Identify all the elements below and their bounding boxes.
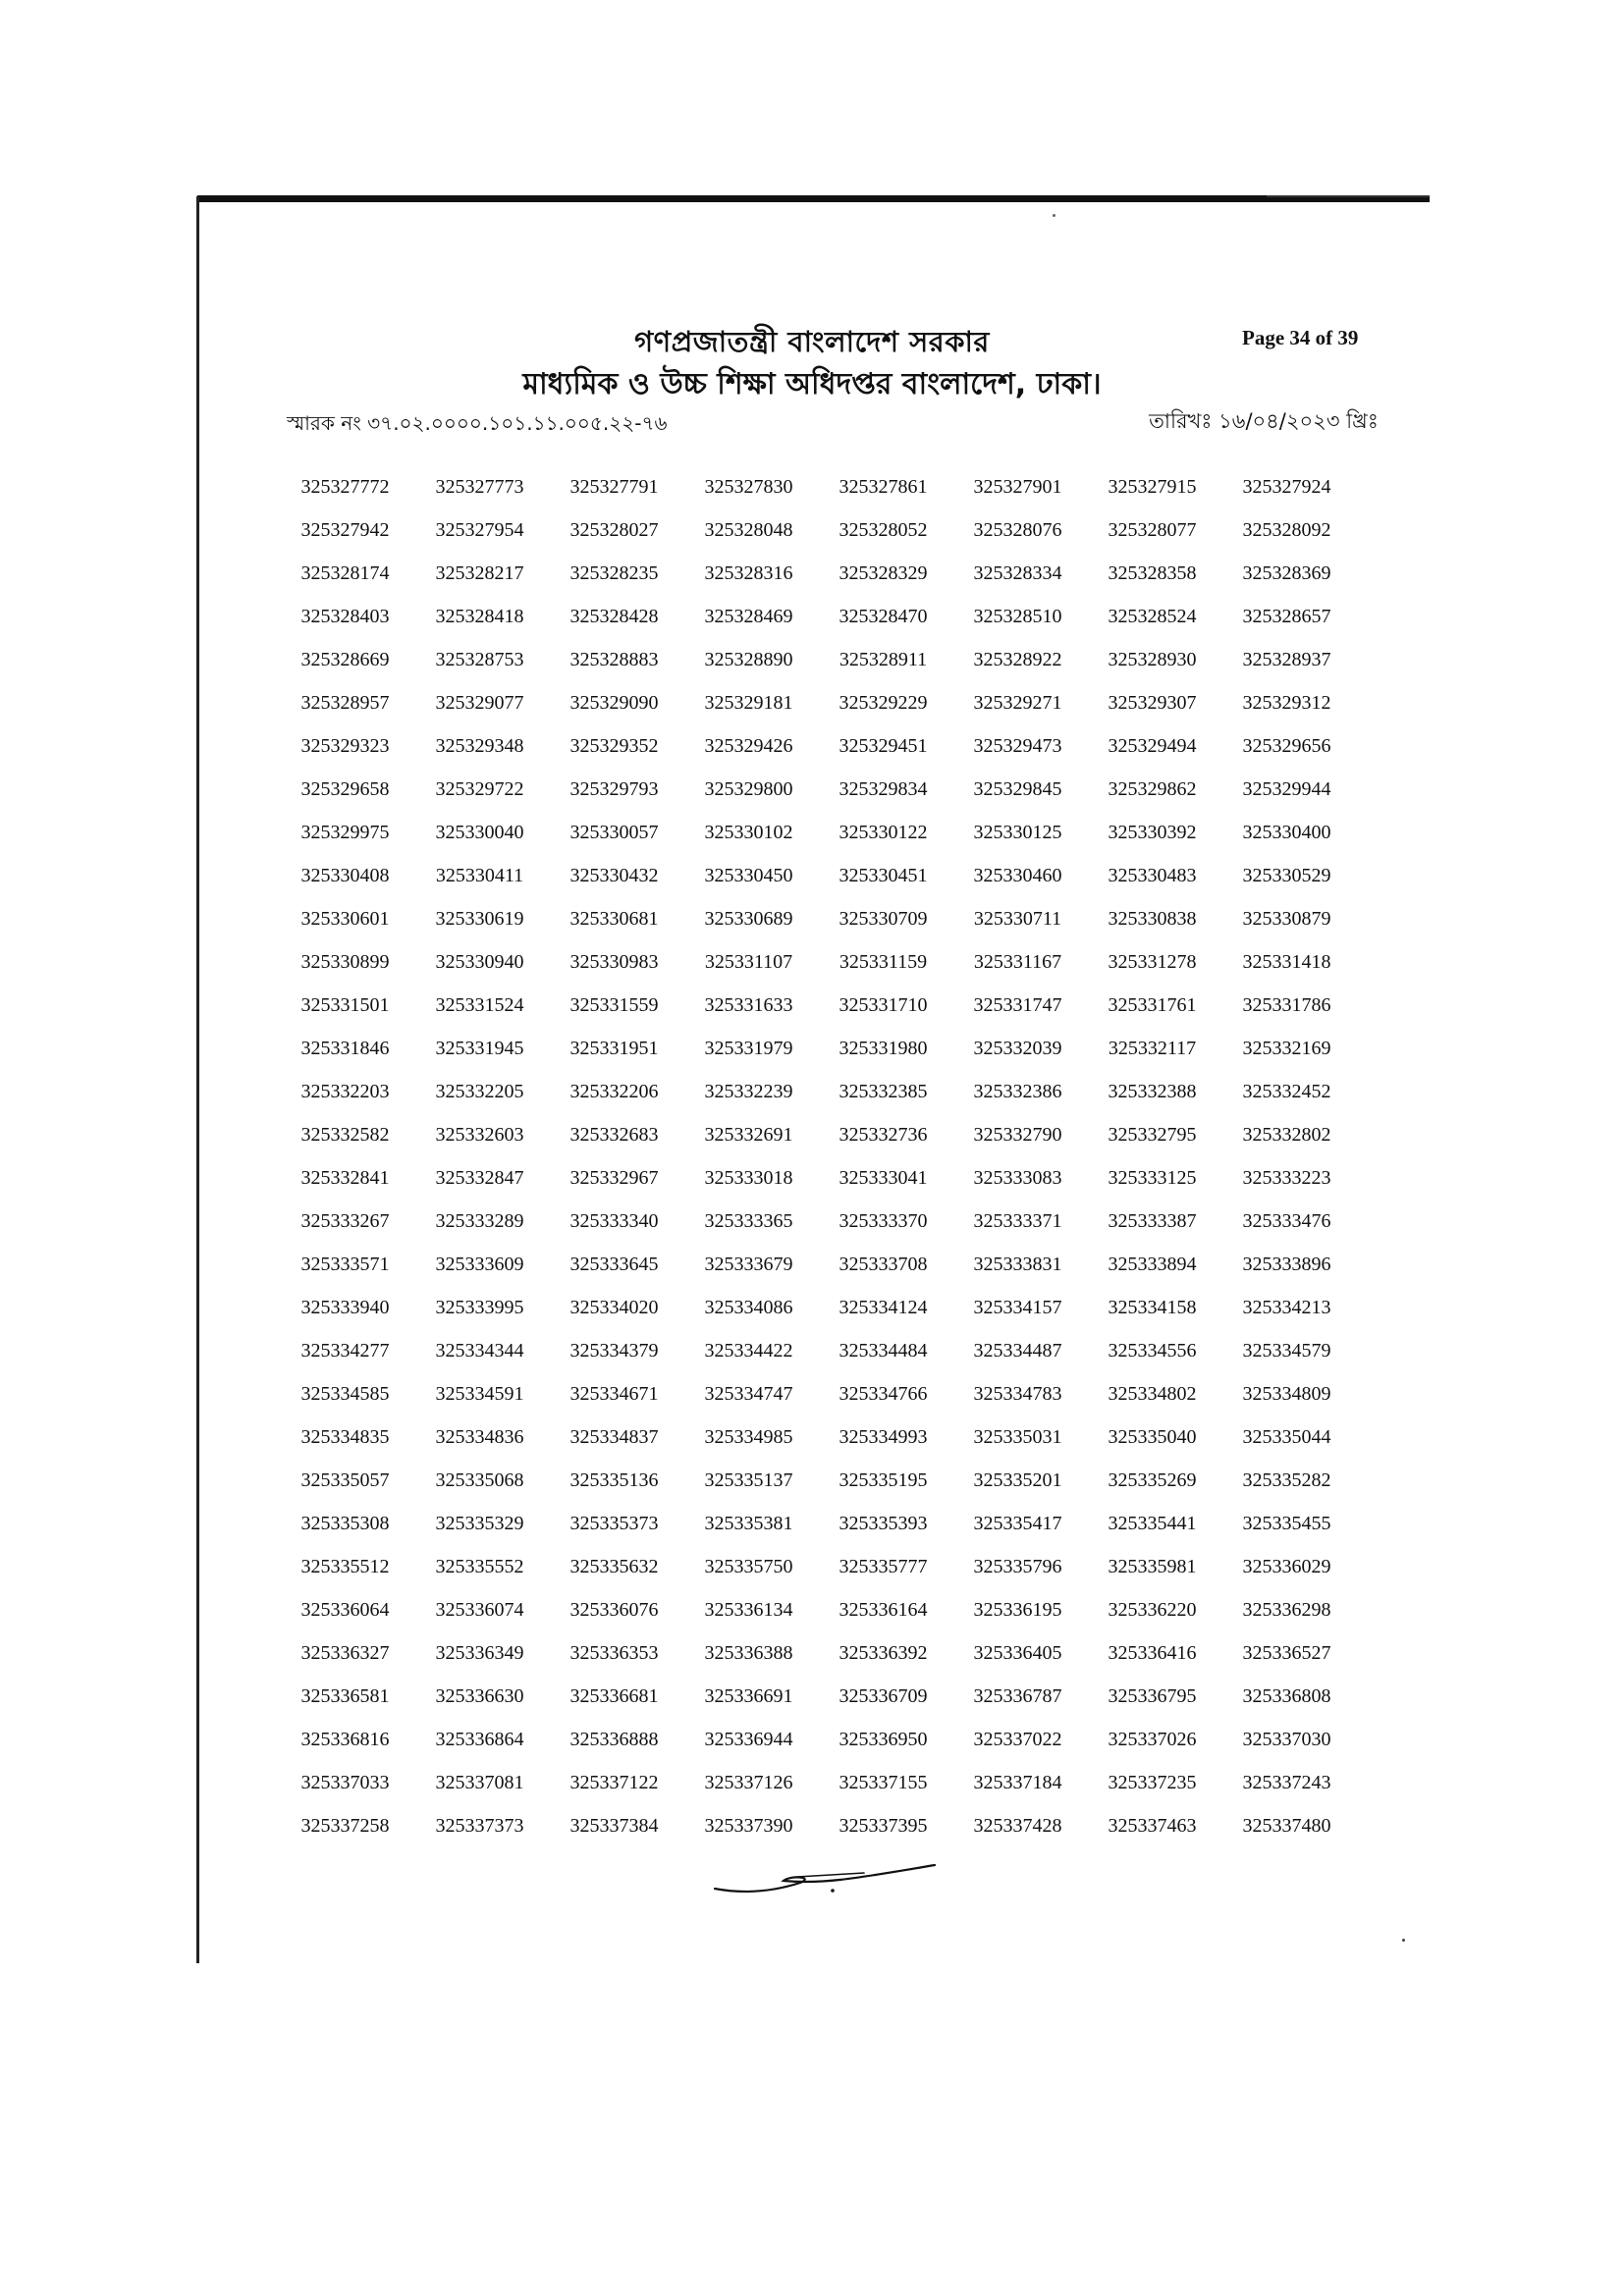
roll-number-cell: 325335201 bbox=[973, 1469, 1062, 1491]
roll-number-cell: 325329181 bbox=[704, 692, 793, 714]
roll-number-cell: 325334837 bbox=[569, 1426, 659, 1448]
roll-number-cell: 325334993 bbox=[839, 1426, 928, 1448]
roll-number-cell: 325334747 bbox=[704, 1383, 793, 1405]
roll-number-cell: 325336691 bbox=[704, 1685, 793, 1707]
roll-number-cell: 325334783 bbox=[973, 1383, 1062, 1405]
roll-number-cell: 325336195 bbox=[973, 1599, 1062, 1621]
roll-number-cell: 325329451 bbox=[839, 735, 928, 757]
roll-number-cell: 325332039 bbox=[973, 1038, 1062, 1059]
roll-number-cell: 325334379 bbox=[569, 1340, 659, 1362]
roll-number-cell: 325334277 bbox=[300, 1340, 390, 1362]
roll-number-cell: 325328027 bbox=[569, 519, 659, 541]
roll-number-cell: 325334158 bbox=[1108, 1297, 1197, 1318]
roll-number-cell: 325333387 bbox=[1108, 1210, 1197, 1232]
roll-number-cell: 325333708 bbox=[839, 1254, 928, 1275]
roll-number-cell: 325335040 bbox=[1108, 1426, 1197, 1448]
roll-number-cell: 325328669 bbox=[300, 649, 390, 670]
roll-number-cell: 325329426 bbox=[704, 735, 793, 757]
roll-number-cell: 325330619 bbox=[435, 908, 524, 930]
roll-number-cell: 325333831 bbox=[973, 1254, 1062, 1275]
roll-number-cell: 325332847 bbox=[435, 1167, 524, 1189]
scan-speck bbox=[1053, 214, 1056, 217]
roll-number-cell: 325337384 bbox=[569, 1815, 659, 1837]
roll-number-cell: 325335068 bbox=[435, 1469, 524, 1491]
roll-number-cell: 325334484 bbox=[839, 1340, 928, 1362]
roll-number-cell: 325331951 bbox=[569, 1038, 659, 1059]
roll-number-cell: 325331945 bbox=[435, 1038, 524, 1059]
roll-number-cell: 325328957 bbox=[300, 692, 390, 714]
roll-number-cell: 325333609 bbox=[435, 1254, 524, 1275]
roll-number-cell: 325328418 bbox=[435, 606, 524, 627]
roll-number-cell: 325336630 bbox=[435, 1685, 524, 1707]
roll-number-cell: 325333289 bbox=[435, 1210, 524, 1232]
roll-number-cell: 325328077 bbox=[1108, 519, 1197, 541]
roll-number-cell: 325332206 bbox=[569, 1081, 659, 1102]
roll-number-cell: 325336864 bbox=[435, 1729, 524, 1750]
roll-number-cell: 325328428 bbox=[569, 606, 659, 627]
roll-number-cell: 325334802 bbox=[1108, 1383, 1197, 1405]
roll-number-cell: 325329271 bbox=[973, 692, 1062, 714]
roll-number-cell: 325329975 bbox=[300, 822, 390, 843]
roll-number-cell: 325332691 bbox=[704, 1124, 793, 1146]
roll-number-cell: 325334020 bbox=[569, 1297, 659, 1318]
roll-number-cell: 325331278 bbox=[1108, 951, 1197, 973]
roll-number-cell: 325333645 bbox=[569, 1254, 659, 1275]
roll-number-cell: 325337026 bbox=[1108, 1729, 1197, 1750]
roll-number-cell: 325333894 bbox=[1108, 1254, 1197, 1275]
roll-number-cell: 325330450 bbox=[704, 865, 793, 886]
roll-number-cell: 325333370 bbox=[839, 1210, 928, 1232]
roll-number-cell: 325333940 bbox=[300, 1297, 390, 1318]
roll-number-cell: 325332169 bbox=[1242, 1038, 1331, 1059]
roll-number-cell: 325332385 bbox=[839, 1081, 928, 1102]
roll-number-cell: 325329312 bbox=[1242, 692, 1331, 714]
roll-number-cell: 325328329 bbox=[839, 562, 928, 584]
roll-number-cell: 325327830 bbox=[704, 476, 793, 498]
roll-number-cell: 325333371 bbox=[973, 1210, 1062, 1232]
roll-number-cell: 325331107 bbox=[704, 951, 793, 973]
roll-number-cell: 325337390 bbox=[704, 1815, 793, 1837]
roll-number-cell: 325332205 bbox=[435, 1081, 524, 1102]
roll-number-cell: 325335552 bbox=[435, 1556, 524, 1577]
roll-number-cell: 325333571 bbox=[300, 1254, 390, 1275]
roll-number-cell: 325328403 bbox=[300, 606, 390, 627]
roll-number-cell: 325333896 bbox=[1242, 1254, 1331, 1275]
roll-number-cell: 325328510 bbox=[973, 606, 1062, 627]
roll-number-cell: 325335777 bbox=[839, 1556, 928, 1577]
top-border-rule bbox=[197, 195, 1430, 202]
roll-number-cell: 325336816 bbox=[300, 1729, 390, 1750]
roll-number-cell: 325330711 bbox=[973, 908, 1062, 930]
roll-number-cell: 325335057 bbox=[300, 1469, 390, 1491]
roll-number-cell: 325329494 bbox=[1108, 735, 1197, 757]
roll-number-cell: 325329352 bbox=[569, 735, 659, 757]
roll-number-cell: 325330451 bbox=[839, 865, 928, 886]
roll-number-cell: 325336353 bbox=[569, 1642, 659, 1664]
roll-number-cell: 325328092 bbox=[1242, 519, 1331, 541]
roll-number-cell: 325334344 bbox=[435, 1340, 524, 1362]
roll-number-cell: 325332841 bbox=[300, 1167, 390, 1189]
roll-number-cell: 325334836 bbox=[435, 1426, 524, 1448]
roll-number-cell: 325328930 bbox=[1108, 649, 1197, 670]
roll-number-cell: 325336787 bbox=[973, 1685, 1062, 1707]
roll-number-cell: 325331501 bbox=[300, 994, 390, 1016]
roll-number-cell: 325330460 bbox=[973, 865, 1062, 886]
roll-number-cell: 325327861 bbox=[839, 476, 928, 498]
roll-number-cell: 325333476 bbox=[1242, 1210, 1331, 1232]
roll-number-cell: 325327915 bbox=[1108, 476, 1197, 498]
roll-number-cell: 325329834 bbox=[839, 778, 928, 800]
roll-number-cell: 325336134 bbox=[704, 1599, 793, 1621]
roll-number-cell: 325329307 bbox=[1108, 692, 1197, 714]
roll-number-cell: 325335417 bbox=[973, 1513, 1062, 1534]
roll-number-cell: 325333995 bbox=[435, 1297, 524, 1318]
roll-number-cell: 325332736 bbox=[839, 1124, 928, 1146]
roll-number-cell: 325334985 bbox=[704, 1426, 793, 1448]
roll-number-cell: 325332603 bbox=[435, 1124, 524, 1146]
roll-number-cell: 325331559 bbox=[569, 994, 659, 1016]
roll-number-cell: 325335441 bbox=[1108, 1513, 1197, 1534]
roll-number-cell: 325332388 bbox=[1108, 1081, 1197, 1102]
roll-number-cell: 325334556 bbox=[1108, 1340, 1197, 1362]
roll-number-cell: 325329229 bbox=[839, 692, 928, 714]
roll-number-cell: 325336327 bbox=[300, 1642, 390, 1664]
roll-number-cell: 325330709 bbox=[839, 908, 928, 930]
roll-number-cell: 325331159 bbox=[839, 951, 928, 973]
roll-number-cell: 325331710 bbox=[839, 994, 928, 1016]
roll-number-cell: 325330983 bbox=[569, 951, 659, 973]
roll-number-cell: 325332802 bbox=[1242, 1124, 1331, 1146]
roll-number-cell: 325328316 bbox=[704, 562, 793, 584]
roll-number-cell: 325333679 bbox=[704, 1254, 793, 1275]
roll-number-cell: 325334213 bbox=[1242, 1297, 1331, 1318]
roll-number-cell: 325335282 bbox=[1242, 1469, 1331, 1491]
roll-number-cell: 325330432 bbox=[569, 865, 659, 886]
roll-number-cell: 325333018 bbox=[704, 1167, 793, 1189]
memo-number: স্মারক নং ৩৭.০২.০০০০.১০১.১১.০০৫.২২-৭৬ bbox=[287, 411, 668, 435]
roll-number-cell: 325330879 bbox=[1242, 908, 1331, 930]
roll-number-cell: 325337480 bbox=[1242, 1815, 1331, 1837]
roll-number-cell: 325336808 bbox=[1242, 1685, 1331, 1707]
roll-number-cell: 325334124 bbox=[839, 1297, 928, 1318]
left-border-rule bbox=[196, 196, 199, 1963]
roll-number-cell: 325334766 bbox=[839, 1383, 928, 1405]
roll-number-cell: 325337463 bbox=[1108, 1815, 1197, 1837]
roll-number-cell: 325330411 bbox=[435, 865, 524, 886]
roll-number-cell: 325333340 bbox=[569, 1210, 659, 1232]
roll-number-cell: 325327924 bbox=[1242, 476, 1331, 498]
roll-number-cell: 325334671 bbox=[569, 1383, 659, 1405]
roll-number-cell: 325335455 bbox=[1242, 1513, 1331, 1534]
roll-number-cell: 325336029 bbox=[1242, 1556, 1331, 1577]
roll-number-cell: 325336388 bbox=[704, 1642, 793, 1664]
roll-number-cell: 325330122 bbox=[839, 822, 928, 843]
roll-number-cell: 325329473 bbox=[973, 735, 1062, 757]
roll-number-cell: 325330392 bbox=[1108, 822, 1197, 843]
roll-number-cell: 325337428 bbox=[973, 1815, 1062, 1837]
roll-number-cell: 325335137 bbox=[704, 1469, 793, 1491]
roll-number-cell: 325329658 bbox=[300, 778, 390, 800]
directorate-title: মাধ্যমিক ও উচ্চ শিক্ষা অধিদপ্তর বাংলাদেশ, ঢাকা। bbox=[522, 367, 1102, 401]
roll-number-cell: 325335031 bbox=[973, 1426, 1062, 1448]
roll-number-cell: 325336888 bbox=[569, 1729, 659, 1750]
roll-number-cell: 325327791 bbox=[569, 476, 659, 498]
roll-number-cell: 325333365 bbox=[704, 1210, 793, 1232]
roll-number-cell: 325331980 bbox=[839, 1038, 928, 1059]
roll-number-cell: 325334809 bbox=[1242, 1383, 1331, 1405]
roll-number-cell: 325335393 bbox=[839, 1513, 928, 1534]
roll-number-cell: 325331167 bbox=[973, 951, 1062, 973]
roll-number-cell: 325330040 bbox=[435, 822, 524, 843]
roll-number-cell: 325335195 bbox=[839, 1469, 928, 1491]
roll-number-cell: 325329944 bbox=[1242, 778, 1331, 800]
roll-number-cell: 325334835 bbox=[300, 1426, 390, 1448]
roll-number-cell: 325328369 bbox=[1242, 562, 1331, 584]
roll-number-cell: 325328174 bbox=[300, 562, 390, 584]
roll-number-cell: 325329090 bbox=[569, 692, 659, 714]
roll-number-cell: 325329077 bbox=[435, 692, 524, 714]
roll-number-cell: 325334591 bbox=[435, 1383, 524, 1405]
roll-number-cell: 325329656 bbox=[1242, 735, 1331, 757]
roll-number-cell: 325328048 bbox=[704, 519, 793, 541]
roll-number-cell: 325337033 bbox=[300, 1772, 390, 1793]
roll-number-cell: 325329800 bbox=[704, 778, 793, 800]
roll-number-cell: 325330102 bbox=[704, 822, 793, 843]
roll-number-cell: 325333041 bbox=[839, 1167, 928, 1189]
roll-number-cell: 325331786 bbox=[1242, 994, 1331, 1016]
roll-number-cell: 325337030 bbox=[1242, 1729, 1331, 1750]
roll-number-cell: 325329845 bbox=[973, 778, 1062, 800]
roll-number-cell: 325336405 bbox=[973, 1642, 1062, 1664]
roll-number-cell: 325329323 bbox=[300, 735, 390, 757]
roll-number-cell: 325332452 bbox=[1242, 1081, 1331, 1102]
roll-number-cell: 325330529 bbox=[1242, 865, 1331, 886]
page-number: Page 34 of 39 bbox=[1242, 326, 1359, 349]
roll-number-cell: 325330125 bbox=[973, 822, 1062, 843]
roll-number-cell: 325331418 bbox=[1242, 951, 1331, 973]
roll-number-cell: 325336076 bbox=[569, 1599, 659, 1621]
roll-number-cell: 325330057 bbox=[569, 822, 659, 843]
roll-number-cell: 325337395 bbox=[839, 1815, 928, 1837]
roll-number-cell: 325328937 bbox=[1242, 649, 1331, 670]
roll-number-cell: 325335512 bbox=[300, 1556, 390, 1577]
roll-number-cell: 325327954 bbox=[435, 519, 524, 541]
roll-number-cell: 325328470 bbox=[839, 606, 928, 627]
roll-number-cell: 325335373 bbox=[569, 1513, 659, 1534]
roll-number-cell: 325328883 bbox=[569, 649, 659, 670]
roll-number-cell: 325333125 bbox=[1108, 1167, 1197, 1189]
roll-number-cell: 325337122 bbox=[569, 1772, 659, 1793]
roll-number-cell: 325329722 bbox=[435, 778, 524, 800]
government-title: গণপ্রজাতন্ত্রী বাংলাদেশ সরকার bbox=[634, 325, 990, 358]
roll-number-cell: 325331747 bbox=[973, 994, 1062, 1016]
roll-number-cell: 325332239 bbox=[704, 1081, 793, 1102]
roll-number-cell: 325329793 bbox=[569, 778, 659, 800]
roll-number-cell: 325335381 bbox=[704, 1513, 793, 1534]
roll-number-cell: 325332967 bbox=[569, 1167, 659, 1189]
roll-number-cell: 325333083 bbox=[973, 1167, 1062, 1189]
signature bbox=[707, 1855, 943, 1904]
roll-number-cell: 325328334 bbox=[973, 562, 1062, 584]
roll-number-cell: 325336681 bbox=[569, 1685, 659, 1707]
roll-number-cell: 325331761 bbox=[1108, 994, 1197, 1016]
roll-number-cell: 325336392 bbox=[839, 1642, 928, 1664]
roll-number-cell: 325335750 bbox=[704, 1556, 793, 1577]
roll-number-cell: 325332203 bbox=[300, 1081, 390, 1102]
roll-number-cell: 325335308 bbox=[300, 1513, 390, 1534]
roll-number-cell: 325331524 bbox=[435, 994, 524, 1016]
roll-number-cell: 325327942 bbox=[300, 519, 390, 541]
top-border-rule-thin bbox=[1267, 195, 1430, 197]
roll-number-cell: 325336944 bbox=[704, 1729, 793, 1750]
roll-number-cell: 325335269 bbox=[1108, 1469, 1197, 1491]
roll-number-cell: 325330483 bbox=[1108, 865, 1197, 886]
roll-number-cell: 325333223 bbox=[1242, 1167, 1331, 1189]
roll-number-cell: 325329348 bbox=[435, 735, 524, 757]
roll-number-cell: 325335981 bbox=[1108, 1556, 1197, 1577]
roll-number-cell: 325337373 bbox=[435, 1815, 524, 1837]
roll-number-cell: 325334579 bbox=[1242, 1340, 1331, 1362]
roll-number-cell: 325328217 bbox=[435, 562, 524, 584]
roll-number-cell: 325328657 bbox=[1242, 606, 1331, 627]
roll-number-cell: 325332790 bbox=[973, 1124, 1062, 1146]
roll-number-cell: 325337235 bbox=[1108, 1772, 1197, 1793]
roll-number-cell: 325337258 bbox=[300, 1815, 390, 1837]
roll-number-cell: 325334487 bbox=[973, 1340, 1062, 1362]
roll-number-cell: 325336581 bbox=[300, 1685, 390, 1707]
roll-number-cell: 325332683 bbox=[569, 1124, 659, 1146]
roll-number-cell: 325332582 bbox=[300, 1124, 390, 1146]
roll-number-cell: 325332117 bbox=[1108, 1038, 1197, 1059]
roll-number-cell: 325336349 bbox=[435, 1642, 524, 1664]
roll-number-cell: 325336416 bbox=[1108, 1642, 1197, 1664]
roll-number-cell: 325336074 bbox=[435, 1599, 524, 1621]
roll-number-cell: 325328052 bbox=[839, 519, 928, 541]
roll-number-cell: 325334157 bbox=[973, 1297, 1062, 1318]
roll-number-cell: 325328922 bbox=[973, 649, 1062, 670]
roll-number-cell: 325337126 bbox=[704, 1772, 793, 1793]
roll-number-cell: 325330838 bbox=[1108, 908, 1197, 930]
roll-number-cell: 325331979 bbox=[704, 1038, 793, 1059]
roll-number-cell: 325336064 bbox=[300, 1599, 390, 1621]
roll-number-cell: 325330689 bbox=[704, 908, 793, 930]
roll-number-cell: 325337243 bbox=[1242, 1772, 1331, 1793]
roll-number-cell: 325335796 bbox=[973, 1556, 1062, 1577]
roll-number-cell: 325332795 bbox=[1108, 1124, 1197, 1146]
roll-number-cell: 325330899 bbox=[300, 951, 390, 973]
roll-number-table bbox=[278, 465, 1368, 1847]
roll-number-cell: 325327773 bbox=[435, 476, 524, 498]
roll-number-cell: 325335044 bbox=[1242, 1426, 1331, 1448]
roll-number-cell: 325336795 bbox=[1108, 1685, 1197, 1707]
roll-number-cell: 325337184 bbox=[973, 1772, 1062, 1793]
roll-number-cell: 325334086 bbox=[704, 1297, 793, 1318]
roll-number-cell: 325336164 bbox=[839, 1599, 928, 1621]
roll-number-cell: 325335632 bbox=[569, 1556, 659, 1577]
roll-number-cell: 325334422 bbox=[704, 1340, 793, 1362]
roll-number-cell: 325336298 bbox=[1242, 1599, 1331, 1621]
roll-number-cell: 325328235 bbox=[569, 562, 659, 584]
roll-number-cell: 325331633 bbox=[704, 994, 793, 1016]
roll-number-cell: 325327901 bbox=[973, 476, 1062, 498]
roll-number-cell: 325336709 bbox=[839, 1685, 928, 1707]
roll-number-cell: 325333267 bbox=[300, 1210, 390, 1232]
roll-number-cell: 325337081 bbox=[435, 1772, 524, 1793]
roll-number-cell: 325337155 bbox=[839, 1772, 928, 1793]
roll-number-cell: 325335136 bbox=[569, 1469, 659, 1491]
roll-number-cell: 325335329 bbox=[435, 1513, 524, 1534]
roll-number-cell: 325328524 bbox=[1108, 606, 1197, 627]
roll-number-cell: 325337022 bbox=[973, 1729, 1062, 1750]
roll-number-cell: 325334585 bbox=[300, 1383, 390, 1405]
roll-number-cell: 325330681 bbox=[569, 908, 659, 930]
roll-number-cell: 325329862 bbox=[1108, 778, 1197, 800]
roll-number-cell: 325336220 bbox=[1108, 1599, 1197, 1621]
roll-number-cell: 325332386 bbox=[973, 1081, 1062, 1102]
roll-number-cell: 325330601 bbox=[300, 908, 390, 930]
roll-number-cell: 325331846 bbox=[300, 1038, 390, 1059]
roll-number-cell: 325330408 bbox=[300, 865, 390, 886]
roll-number-cell: 325336527 bbox=[1242, 1642, 1331, 1664]
roll-number-cell: 325330940 bbox=[435, 951, 524, 973]
roll-number-cell: 325328076 bbox=[973, 519, 1062, 541]
roll-number-cell: 325328911 bbox=[839, 649, 928, 670]
roll-number-cell: 325336950 bbox=[839, 1729, 928, 1750]
roll-number-cell: 325328890 bbox=[704, 649, 793, 670]
issue-date: তারিখঃ ১৬/০৪/২০২৩ খ্রিঃ bbox=[1149, 409, 1379, 433]
scan-speck bbox=[1402, 1939, 1405, 1942]
roll-number-cell: 325328753 bbox=[435, 649, 524, 670]
roll-number-cell: 325328469 bbox=[704, 606, 793, 627]
roll-number-cell: 325328358 bbox=[1108, 562, 1197, 584]
roll-number-cell: 325327772 bbox=[300, 476, 390, 498]
roll-number-cell: 325330400 bbox=[1242, 822, 1331, 843]
